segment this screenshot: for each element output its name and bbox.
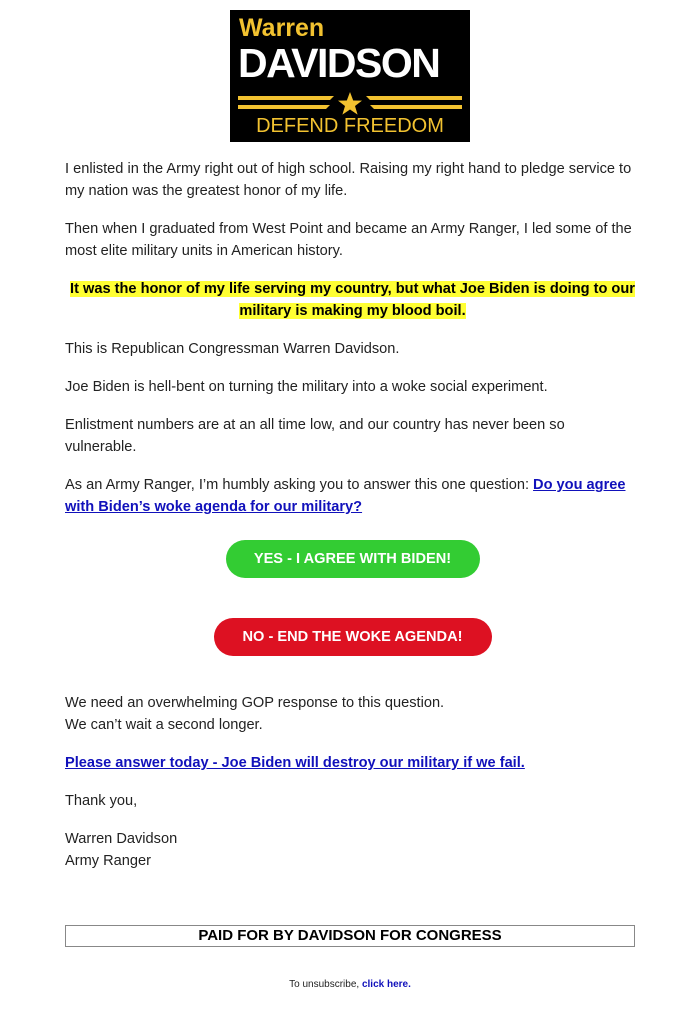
paragraph-enlisted: I enlisted in the Army right out of high school. Raising my right hand to pledge service to my nation was the greatest honor of my life.: [65, 161, 632, 199]
signature-name: Warren Davidson: [65, 831, 178, 847]
highlight-paragraph: [65, 278, 640, 322]
gop-response-line-1: We need an overwhelming GOP response to this question.: [65, 695, 445, 711]
logo-first-name: Warren: [239, 14, 325, 42]
paragraph-west-point: Then when I graduated from West Point and became an Army Ranger, I led some of the most elite military units in American history.: [65, 221, 632, 259]
paragraph-enlistment: Enlistment numbers are at an all time low, and our country has never been so vulnerable.: [65, 417, 565, 455]
signature: [65, 828, 640, 872]
no-end-agenda-button[interactable]: NO - END THE WOKE AGENDA!: [214, 618, 492, 656]
paragraph-introduction: This is Republican Congressman Warren Davidson.: [65, 341, 400, 357]
paid-for-disclaimer: PAID FOR BY DAVIDSON FOR CONGRESS: [65, 925, 635, 947]
paragraph-thanks: Thank you,: [65, 793, 138, 809]
yes-agree-button[interactable]: YES - I AGREE WITH BIDEN!: [226, 540, 480, 578]
signature-title: Army Ranger: [65, 853, 151, 869]
yes-button-row: [65, 540, 640, 578]
unsubscribe-text: To unsubscribe,: [289, 979, 362, 990]
paragraph-gop-response: [65, 692, 640, 736]
logo-last-name: DAVIDSON: [238, 40, 440, 86]
question-link[interactable]: Do you agree with Biden’s woke agenda for our military?: [65, 477, 626, 515]
answer-today-link[interactable]: Please answer today - Joe Biden will destroy our military if we fail.: [65, 755, 525, 771]
highlighted-text: It was the honor of my life serving my country, but what Joe Biden is doing to our military is making my blood boil.: [70, 281, 635, 319]
paragraph-question: [65, 474, 640, 518]
logo-tagline: DEFEND FREEDOM: [256, 115, 444, 137]
campaign-logo: [230, 10, 470, 142]
question-intro-text: As an Army Ranger, I’m humbly asking you to answer this one question:: [65, 477, 534, 493]
paragraph-cta: [65, 752, 640, 774]
paragraph-woke-experiment: Joe Biden is hell-bent on turning the military into a woke social experiment.: [65, 379, 548, 395]
email-body: [65, 158, 640, 888]
unsubscribe-line: [0, 978, 700, 992]
gop-response-line-2: We can’t wait a second longer.: [65, 717, 263, 733]
no-button-row: [65, 618, 640, 656]
unsubscribe-link[interactable]: click here.: [361, 979, 411, 990]
